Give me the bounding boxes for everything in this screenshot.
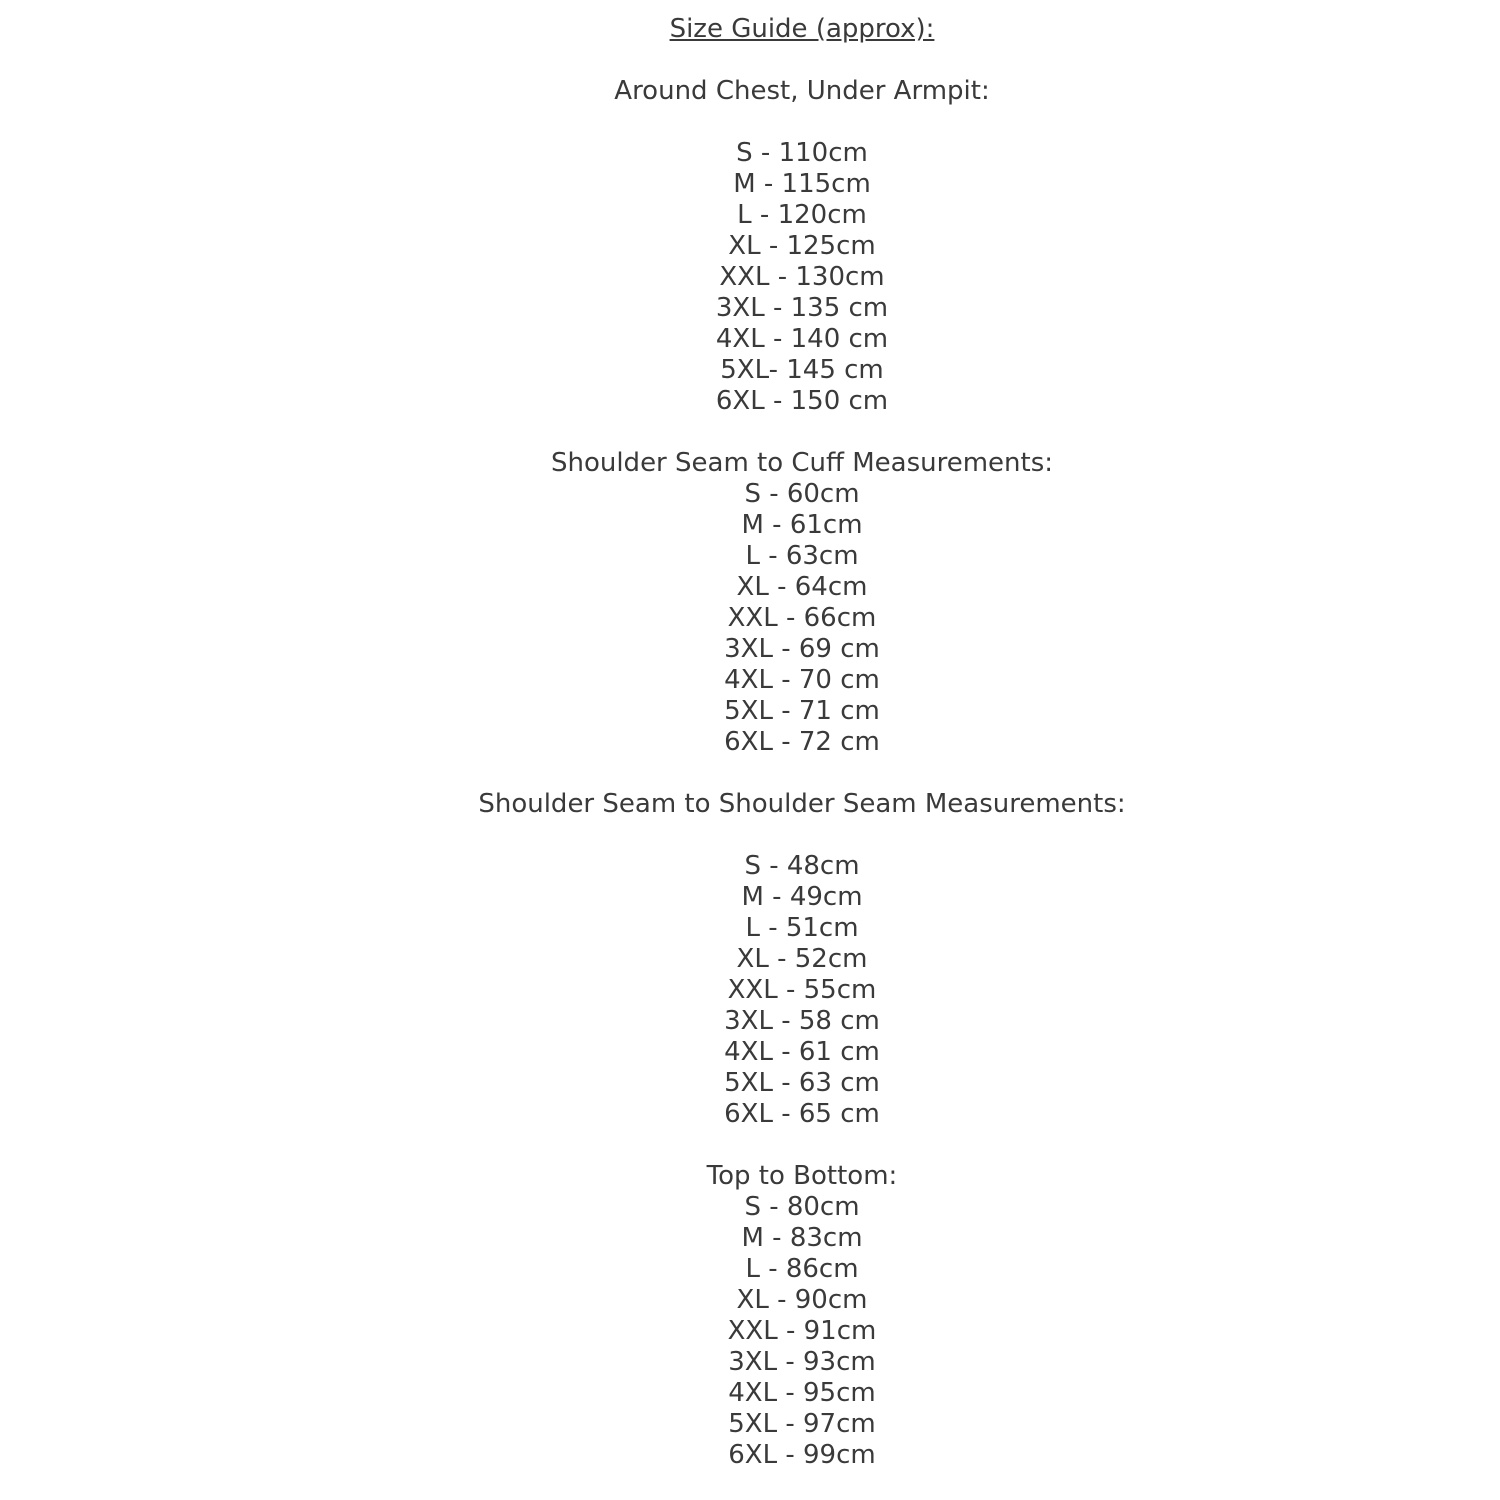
size-list-item: XXL - 130cm — [719, 262, 885, 292]
size-list-item: S - 48cm — [744, 851, 860, 881]
size-list-item: 4XL - 61 cm — [724, 1037, 880, 1067]
size-list-item: 3XL - 135 cm — [715, 293, 889, 323]
size-list-item: XL - 64cm — [736, 572, 868, 602]
section-heading: Top to Bottom: — [706, 1161, 898, 1191]
size-list-item: 6XL - 99cm — [728, 1440, 876, 1470]
size-list-item: XL - 125cm — [728, 231, 876, 261]
section-shoulder-to-shoulder — [52, 789, 1500, 1130]
size-list-item: S - 110cm — [736, 138, 868, 168]
section-around-chest — [52, 76, 1500, 417]
section-heading: Shoulder Seam to Shoulder Seam Measurements: — [478, 789, 1126, 819]
page-title: Size Guide (approx): — [669, 14, 935, 44]
size-list-item: XL - 90cm — [736, 1285, 868, 1315]
size-list-item: L - 51cm — [745, 913, 859, 943]
size-list-item: 4XL - 140 cm — [715, 324, 889, 354]
size-list-item: M - 83cm — [741, 1223, 863, 1253]
size-guide-document — [52, 14, 1500, 1471]
size-list-item: 3XL - 93cm — [728, 1347, 876, 1377]
size-list-item: M - 115cm — [733, 169, 871, 199]
size-list-item: 4XL - 95cm — [728, 1378, 876, 1408]
size-list — [52, 479, 1500, 758]
size-list-item: 5XL - 71 cm — [724, 696, 880, 726]
section-top-to-bottom — [52, 1161, 1500, 1471]
size-list-item: 3XL - 69 cm — [724, 634, 880, 664]
section-shoulder-to-cuff — [52, 448, 1500, 758]
section-heading: Shoulder Seam to Cuff Measurements: — [550, 448, 1054, 478]
size-list — [52, 851, 1500, 1130]
size-list-item: M - 61cm — [741, 510, 863, 540]
size-list-item: 5XL- 145 cm — [720, 355, 884, 385]
size-list-item: 5XL - 97cm — [728, 1409, 876, 1439]
size-list-item: M - 49cm — [741, 882, 863, 912]
size-list-item: L - 120cm — [737, 200, 867, 230]
size-list-item: 3XL - 58 cm — [724, 1006, 880, 1036]
size-list-item: XL - 52cm — [736, 944, 868, 974]
size-list-item: L - 86cm — [745, 1254, 859, 1284]
size-list-item: XXL - 91cm — [727, 1316, 877, 1346]
size-list — [52, 1192, 1500, 1471]
size-list-item: S - 80cm — [744, 1192, 860, 1222]
size-list-item: S - 60cm — [744, 479, 860, 509]
size-list-item: 6XL - 150 cm — [715, 386, 889, 416]
size-list-item: L - 63cm — [745, 541, 859, 571]
size-list-item: 6XL - 65 cm — [724, 1099, 880, 1129]
section-heading: Around Chest, Under Armpit: — [614, 76, 990, 106]
size-list-item: 4XL - 70 cm — [724, 665, 880, 695]
size-list — [52, 138, 1500, 417]
size-list-item: XXL - 66cm — [727, 603, 877, 633]
size-list-item: XXL - 55cm — [727, 975, 877, 1005]
size-list-item: 5XL - 63 cm — [724, 1068, 880, 1098]
size-list-item: 6XL - 72 cm — [724, 727, 880, 757]
